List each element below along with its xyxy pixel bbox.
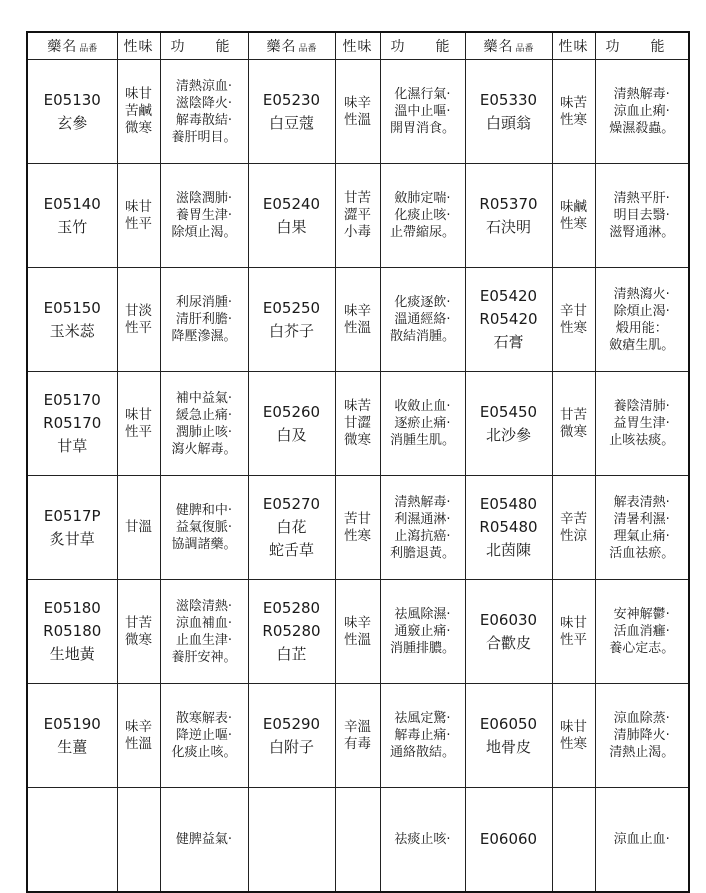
function-line: 滋陰降火·	[175, 95, 233, 111]
function-line: 除煩止渴·	[613, 303, 670, 319]
function-line: 溫中止嘔·	[394, 104, 451, 119]
function-line: 清熱涼血·	[175, 78, 233, 94]
function-line: 化濕行氣·	[394, 87, 451, 102]
herb-taste-cell	[117, 372, 160, 476]
herb-taste-cell	[552, 684, 595, 788]
taste-line: 微寒	[125, 631, 152, 648]
herb-catalog-sheet	[26, 31, 688, 848]
product-code: E05260	[262, 402, 321, 421]
herb-name: 地骨皮	[485, 737, 531, 756]
taste-line: 甘淡	[125, 302, 152, 319]
taste-line: 甘苦	[125, 614, 152, 631]
function-line: 溫通經絡·	[394, 312, 451, 327]
function-line: 清肝利膽·	[175, 312, 233, 327]
function-line: 祛風除濕·	[394, 607, 451, 622]
function-line: 瀉火解毒。	[171, 441, 237, 457]
product-code: E05290	[262, 714, 321, 733]
herb-name: 白附子	[268, 737, 314, 756]
taste-line: 性溫	[344, 319, 371, 336]
herb-taste-cell	[552, 268, 595, 372]
table-row	[27, 788, 689, 892]
herb-name-cell	[248, 268, 335, 372]
function-line: 利膽退黃。	[389, 545, 455, 561]
function-line: 活血消癰·	[613, 624, 670, 639]
taste-line: 甘澀	[344, 415, 371, 431]
taste-line: 甘溫	[125, 519, 152, 535]
herb-name-cell	[465, 268, 552, 372]
herb-name-cell	[465, 60, 552, 164]
function-line: 斂瘡生肌。	[609, 337, 675, 353]
herb-function-cell	[380, 60, 465, 164]
function-line: 散結消腫。	[389, 329, 455, 344]
herb-taste-cell	[552, 788, 595, 892]
function-line: 解毒止痛·	[394, 728, 451, 743]
herb-function-cell	[160, 788, 248, 892]
header-func-2: 功 能	[380, 32, 465, 60]
taste-line: 澀平	[344, 207, 371, 223]
product-code: E05420	[479, 287, 538, 305]
taste-line: 性涼	[560, 527, 587, 544]
taste-line: 味甘	[125, 198, 152, 215]
taste-line: 味甘	[560, 614, 587, 631]
herb-function-cell	[380, 476, 465, 580]
herb-name: 白果	[276, 217, 307, 236]
function-line: 利尿消腫·	[175, 295, 233, 310]
herb-name-cell	[27, 684, 117, 788]
table-row	[27, 268, 689, 372]
function-line: 補中益氣·	[175, 390, 233, 406]
product-code: E05140	[43, 194, 101, 213]
function-line: 滋陰清熱·	[175, 598, 233, 614]
herb-name: 白芷	[276, 645, 307, 663]
function-line: 養肝安神。	[171, 649, 237, 665]
herb-function-cell	[160, 60, 248, 164]
herb-name: 玄參	[57, 113, 88, 132]
herb-table	[26, 31, 690, 893]
table-row	[27, 60, 689, 164]
herb-name-cell	[248, 684, 335, 788]
function-line: 散寒解表·	[175, 711, 233, 726]
taste-line: 性平	[125, 319, 152, 336]
function-line: 滋陰潤肺·	[175, 191, 233, 206]
taste-line: 性寒	[344, 527, 371, 544]
header-name-1: 藥名 品番	[27, 32, 117, 60]
taste-line: 味鹹	[560, 198, 587, 215]
taste-line: 味辛	[125, 718, 152, 735]
taste-line: 小毒	[344, 224, 371, 240]
table-row	[27, 164, 689, 268]
herb-taste-cell	[117, 60, 160, 164]
product-code: E05330	[479, 90, 538, 109]
taste-line: 性平	[125, 215, 152, 232]
herb-function-cell	[380, 580, 465, 684]
herb-taste-cell	[335, 788, 380, 892]
taste-line: 性寒	[560, 111, 587, 128]
taste-line: 微寒	[560, 423, 587, 440]
function-line: 健脾和中·	[175, 503, 233, 518]
herb-name: 北沙參	[485, 425, 531, 444]
function-line: 養肝明目。	[171, 129, 237, 145]
taste-line: 性寒	[560, 215, 587, 232]
function-line: 通絡散結。	[389, 745, 455, 760]
herb-function-cell	[160, 268, 248, 372]
herb-name-cell	[248, 476, 335, 580]
herb-name-cell	[465, 684, 552, 788]
function-line: 斂肺定喘·	[394, 191, 451, 206]
function-line: 祛痰止咳·	[394, 831, 451, 847]
product-code: E05150	[43, 298, 101, 317]
herb-name: 石膏	[493, 333, 524, 351]
herb-name-cell	[465, 580, 552, 684]
taste-line: 辛溫	[344, 718, 371, 735]
function-line: 緩急止痛·	[175, 407, 233, 423]
herb-function-cell	[380, 788, 465, 892]
herb-name: 甘草	[57, 437, 88, 455]
herb-function-cell	[160, 580, 248, 684]
herb-taste-cell	[117, 164, 160, 268]
taste-line: 甘苦	[344, 190, 371, 206]
taste-line: 性寒	[560, 319, 587, 336]
product-code: E0517P	[43, 506, 101, 525]
herb-function-cell	[160, 164, 248, 268]
taste-line: 微寒	[125, 120, 152, 136]
function-line: 潤肺止咳·	[175, 424, 233, 440]
herb-name-cell	[27, 60, 117, 164]
herb-name-cell	[27, 580, 117, 684]
herb-taste-cell	[335, 372, 380, 476]
taste-line: 苦鹹	[125, 103, 152, 119]
product-code: E05480	[479, 495, 538, 513]
header-func-3: 功 能	[595, 32, 689, 60]
function-line: 清肺降火·	[613, 728, 670, 743]
herb-name-cell	[465, 476, 552, 580]
product-code: R05370	[479, 194, 538, 213]
function-line: 止咳祛痰。	[609, 433, 675, 448]
taste-line: 微寒	[344, 432, 371, 448]
herb-function-cell	[380, 268, 465, 372]
header-name-3: 藥名 品番	[465, 32, 552, 60]
function-line: 止帶縮尿。	[389, 225, 455, 240]
function-line: 逐瘀止痛·	[394, 416, 451, 431]
herb-name-cell	[248, 788, 335, 892]
function-line: 解毒散結·	[175, 112, 233, 128]
product-code: E05250	[262, 298, 321, 317]
herb-name-cell	[27, 372, 117, 476]
function-line: 清熱瀉火·	[613, 286, 670, 302]
table-row	[27, 580, 689, 684]
taste-line: 性平	[560, 631, 587, 648]
herb-name-cell	[27, 476, 117, 580]
taste-line: 味辛	[344, 614, 371, 631]
herb-name-cell	[248, 580, 335, 684]
herb-function-cell	[595, 476, 689, 580]
function-line: 降壓滲濕。	[171, 329, 237, 344]
function-line: 消腫排膿。	[389, 641, 455, 656]
herb-name-cell	[248, 372, 335, 476]
function-line: 消腫生肌。	[389, 433, 455, 448]
herb-name-cell	[465, 372, 552, 476]
herb-taste-cell	[335, 580, 380, 684]
herb-name: 白芥子	[268, 321, 314, 340]
function-line: 益氣復脈·	[175, 520, 233, 535]
function-line: 收斂止血·	[394, 399, 451, 414]
taste-line: 味甘	[560, 718, 587, 735]
taste-line: 味辛	[344, 94, 371, 111]
function-line: 化痰止咳·	[394, 208, 451, 223]
function-line: 理氣止痛·	[613, 528, 670, 544]
function-line: 健脾益氣·	[175, 831, 233, 847]
product-code: E05450	[479, 402, 538, 421]
herb-taste-cell	[552, 476, 595, 580]
function-line: 滋腎通淋。	[609, 225, 675, 240]
table-row	[27, 476, 689, 580]
herb-name: 白豆蔻	[268, 113, 314, 132]
function-line: 燥濕殺蟲。	[609, 121, 675, 136]
herb-function-cell	[160, 684, 248, 788]
herb-name: 生地黃	[49, 645, 95, 663]
herb-name: 白花	[276, 518, 307, 536]
taste-line: 味甘	[125, 86, 152, 102]
herb-function-cell	[380, 684, 465, 788]
product-code: E05270	[262, 495, 321, 513]
product-code: E05240	[262, 194, 321, 213]
herb-name-cell	[248, 164, 335, 268]
function-line: 止血生津·	[175, 632, 233, 648]
herb-function-cell	[595, 164, 689, 268]
product-code: R05280	[262, 622, 321, 640]
function-line: 止瀉抗癌·	[394, 528, 451, 544]
herb-taste-cell	[552, 60, 595, 164]
herb-name: 炙甘草	[49, 529, 95, 548]
herb-function-cell	[595, 684, 689, 788]
header-taste-2: 性味	[335, 32, 380, 60]
herb-name: 白及	[276, 425, 307, 444]
taste-line: 辛苦	[560, 510, 587, 527]
function-line: 明目去翳·	[613, 208, 670, 223]
product-code: E06050	[479, 714, 538, 733]
taste-line: 苦甘	[344, 510, 371, 527]
herb-taste-cell	[117, 684, 160, 788]
product-code: E05230	[262, 90, 321, 109]
herb-name-cell	[248, 60, 335, 164]
function-line: 通竅止痛·	[394, 624, 451, 639]
herb-name: 合歡皮	[485, 633, 531, 652]
function-line: 養心定志。	[609, 641, 675, 656]
herb-taste-cell	[552, 580, 595, 684]
function-line: 清熱解毒·	[394, 494, 451, 510]
herb-taste-cell	[552, 164, 595, 268]
herb-name-cell	[465, 788, 552, 892]
herb-taste-cell	[335, 60, 380, 164]
function-line: 益胃生津·	[613, 416, 670, 431]
herb-taste-cell	[117, 788, 160, 892]
product-code: R05480	[479, 518, 538, 536]
function-line: 協調諸藥。	[171, 537, 237, 552]
taste-line: 有毒	[344, 735, 371, 752]
taste-line: 味甘	[125, 406, 152, 423]
product-code: R05180	[43, 622, 102, 640]
herb-function-cell	[595, 372, 689, 476]
function-line: 養陰清肺·	[613, 399, 670, 414]
function-line: 利濕通淋·	[394, 511, 451, 527]
herb-table-body	[27, 60, 689, 892]
herb-function-cell	[160, 372, 248, 476]
function-line: 涼血補血·	[175, 615, 233, 631]
product-code: E05280	[262, 599, 321, 617]
function-line: 除煩止渴。	[171, 225, 237, 240]
product-code: R05420	[479, 310, 538, 328]
function-line: 清熱平肝·	[613, 191, 670, 206]
product-code: E06060	[479, 829, 538, 848]
herb-name: 白頭翁	[485, 113, 531, 132]
herb-taste-cell	[552, 372, 595, 476]
product-code: E05170	[43, 391, 101, 409]
function-line: 祛風定驚·	[394, 711, 451, 726]
herb-function-cell	[380, 164, 465, 268]
herb-taste-cell	[335, 268, 380, 372]
function-line: 養胃生津·	[175, 208, 233, 223]
herb-name: 北茵陳	[485, 541, 531, 559]
product-code: E06030	[479, 610, 538, 629]
taste-line: 性寒	[560, 735, 587, 752]
table-row	[27, 684, 689, 788]
taste-line: 性溫	[125, 735, 152, 752]
function-line: 涼血止痢·	[613, 104, 670, 119]
herb-name-cell	[27, 164, 117, 268]
herb-function-cell	[595, 788, 689, 892]
table-row	[27, 372, 689, 476]
herb-name: 蛇舌草	[268, 541, 314, 559]
herb-taste-cell	[335, 684, 380, 788]
herb-taste-cell	[117, 476, 160, 580]
function-line: 開胃消食。	[389, 121, 455, 136]
function-line: 涼血止血·	[613, 831, 670, 847]
function-line: 清暑利濕·	[613, 511, 670, 527]
product-code: R05170	[43, 414, 102, 432]
taste-line: 辛甘	[560, 302, 587, 319]
function-line: 煅用能：	[615, 320, 668, 336]
herb-function-cell	[595, 60, 689, 164]
taste-line: 性溫	[344, 631, 371, 648]
header-func-1: 功 能	[160, 32, 248, 60]
function-line: 化痰止咳。	[171, 745, 237, 760]
herb-function-cell	[595, 580, 689, 684]
herb-name: 石決明	[485, 217, 531, 236]
herb-name: 玉竹	[57, 217, 88, 236]
herb-name: 玉米蕊	[49, 321, 95, 340]
product-code: E05190	[43, 714, 101, 733]
header-taste-3: 性味	[552, 32, 595, 60]
function-line: 活血祛瘀。	[609, 545, 675, 561]
herb-function-cell	[380, 372, 465, 476]
function-line: 化痰逐飲·	[394, 295, 451, 310]
function-line: 降逆止嘔·	[175, 728, 233, 743]
taste-line: 味苦	[344, 398, 371, 414]
herb-taste-cell	[117, 580, 160, 684]
herb-taste-cell	[335, 164, 380, 268]
function-line: 清熱止渴。	[609, 745, 675, 760]
function-line: 涼血除蒸·	[613, 711, 670, 726]
herb-taste-cell	[117, 268, 160, 372]
herb-name-cell	[27, 268, 117, 372]
herb-name-cell	[27, 788, 117, 892]
product-code: E05180	[43, 599, 101, 617]
taste-line: 味苦	[560, 94, 587, 111]
header-taste-1: 性味	[117, 32, 160, 60]
taste-line: 性平	[125, 423, 152, 440]
function-line: 解表清熱·	[613, 494, 670, 510]
taste-line: 甘苦	[560, 406, 587, 423]
herb-taste-cell	[335, 476, 380, 580]
taste-line: 味辛	[344, 302, 371, 319]
herb-name: 生薑	[57, 737, 88, 756]
header-name-2: 藥名 品番	[248, 32, 335, 60]
function-line: 清熱解毒·	[613, 87, 670, 102]
function-line: 安神解鬱·	[613, 607, 670, 622]
product-code: E05130	[43, 90, 101, 109]
taste-line: 性溫	[344, 111, 371, 128]
header-row	[27, 32, 689, 60]
herb-name-cell	[465, 164, 552, 268]
herb-function-cell	[595, 268, 689, 372]
herb-function-cell	[160, 476, 248, 580]
